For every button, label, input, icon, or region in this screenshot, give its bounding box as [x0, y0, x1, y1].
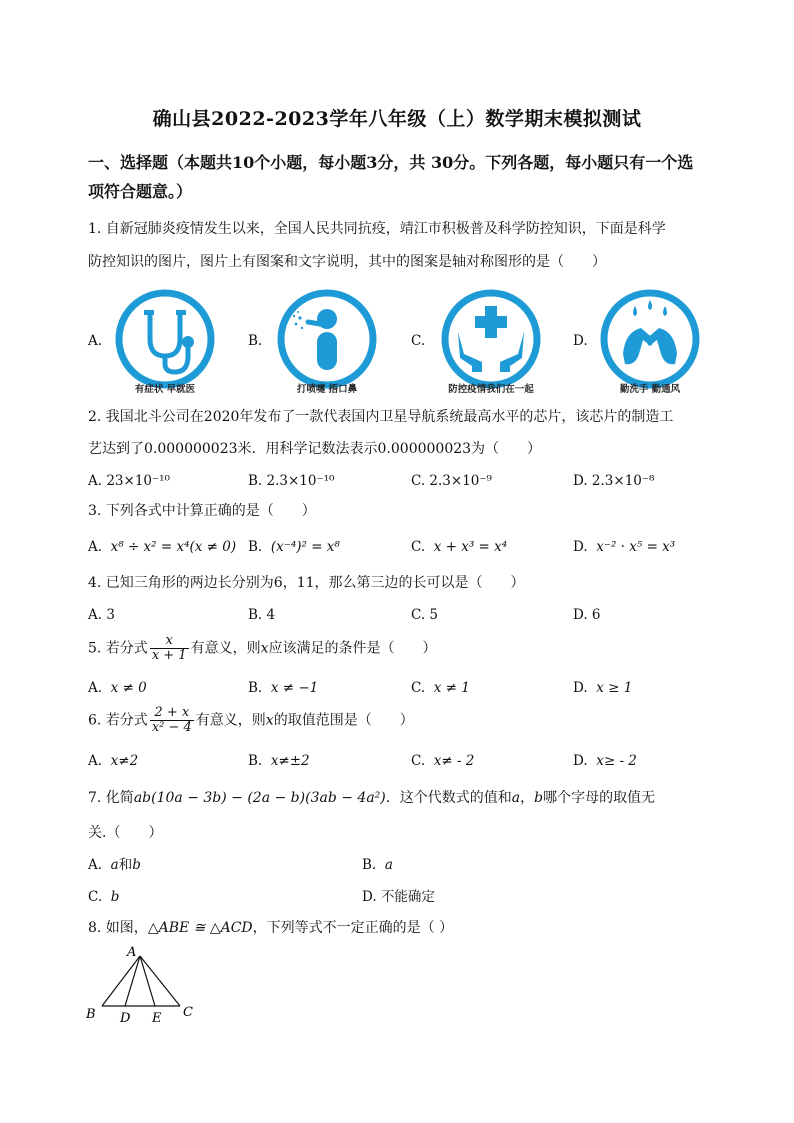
q6-option-d	[573, 751, 637, 771]
question-1-line2: 防控知识的图片，图片上有图案和文字说明，其中的图案是轴对称图形的是（ ）	[88, 254, 606, 270]
q2-option-b: B. 2.3×10⁻¹⁰	[248, 473, 335, 489]
q5-suffix2: 应该满足的条件是（ ）	[268, 640, 437, 657]
q1-option-c-label: C.	[411, 333, 426, 349]
q6-fraction	[150, 706, 194, 735]
q1-option-d-label: D.	[573, 333, 588, 349]
q5-option-b-label: B.	[248, 680, 263, 696]
q6-option-a	[88, 751, 138, 771]
q6-option-c	[411, 751, 474, 771]
question-5-stem	[88, 634, 436, 663]
q7-option-c	[88, 887, 119, 907]
q5-option-c-expr: x ≠ 1	[433, 680, 470, 696]
q3-option-d-label: D.	[573, 539, 588, 555]
q6-fraction-numerator: 2 + x	[150, 706, 194, 721]
q7-comma: ，	[520, 790, 535, 806]
q7-option-c-var: b	[110, 889, 120, 905]
q7-option-a	[88, 855, 141, 875]
q3-option-a-label: A.	[88, 539, 103, 555]
q3-option-c-label: C.	[411, 539, 426, 555]
q6-option-c-label: C.	[411, 753, 426, 769]
q6-option-a-label: A.	[88, 753, 103, 769]
q5-fraction-denominator: x + 1	[151, 648, 187, 663]
point-label-d: D	[120, 1011, 131, 1026]
q5-fraction	[150, 634, 189, 663]
q6-option-b-label: B.	[248, 753, 263, 769]
q5-option-d	[573, 678, 632, 698]
q3-option-c	[411, 537, 507, 557]
q3-option-d-expr: x⁻² · x⁵ = x³	[596, 539, 676, 555]
q4-option-d: D. 6	[573, 607, 601, 623]
q8-expression: △ABE ≅ △ACD	[147, 920, 253, 936]
q3-option-b	[248, 537, 340, 557]
q7-option-a-var-a: a	[110, 857, 119, 873]
q4-option-b: B. 4	[248, 607, 276, 623]
point-label-c: C	[183, 1005, 193, 1020]
q6-option-b	[248, 751, 310, 771]
q7-expression: ab(10a − 3b) − (2a − b)(3ab − 4a²)	[133, 790, 386, 806]
question-1-line1: 1. 自新冠肺炎疫情发生以来，全国人民共同抗疫，靖江市积极普及科学防控知识，下面是科学	[88, 221, 666, 237]
q6-suffix: 有意义，则	[195, 712, 266, 729]
point-label-a: A	[127, 945, 137, 960]
q5-option-a-label: A.	[88, 680, 103, 696]
q5-prefix: 5. 若分式	[88, 640, 148, 657]
q7-option-b-label: B.	[362, 857, 377, 873]
q7-suffix2: 哪个字母的取值无	[543, 790, 656, 806]
q1-option-c-caption: 防控疫情我们在一起	[448, 384, 534, 395]
q7-suffix: ．这个代数式的值和	[385, 790, 512, 806]
q1-option-d-caption: 勤洗手 勤通风	[619, 384, 681, 395]
q6-option-c-expr: x≠ - 2	[433, 753, 475, 769]
q3-option-b-expr: (x⁻⁴)² = x⁸	[270, 539, 340, 555]
q2-option-d: D. 2.3×10⁻⁸	[573, 473, 655, 489]
q7-option-b-var: a	[384, 857, 393, 873]
q5-option-d-expr: x ≥ 1	[596, 680, 633, 696]
question-2-line1: 2. 我国北斗公司在2020年发布了一款代表国内卫星导航系统最高水平的芯片，该芯片的制造工	[88, 409, 674, 425]
page-title: 确山县2022-2023学年八年级（上）数学期末模拟测试	[152, 108, 642, 130]
triangle-figure	[82, 942, 202, 1027]
q3-option-d	[573, 537, 675, 557]
question-8-stem	[88, 918, 453, 938]
q6-fraction-denominator: x² − 4	[151, 720, 192, 735]
q7-var-b: b	[534, 790, 544, 806]
question-7-line1	[88, 788, 655, 808]
q1-option-b-label: B.	[248, 333, 263, 349]
q5-option-b-expr: x ≠ −1	[270, 680, 319, 696]
q7-option-d: D. 不能确定	[362, 889, 435, 905]
q1-option-a-label: A.	[88, 333, 103, 349]
question-3-stem: 3. 下列各式中计算正确的是（ ）	[88, 503, 316, 519]
sneeze-icon	[272, 284, 382, 394]
q5-option-c	[411, 678, 470, 698]
stethoscope-icon	[110, 284, 220, 394]
point-label-b: B	[86, 1007, 96, 1022]
handwash-icon	[595, 284, 705, 394]
section-heading-1	[88, 148, 718, 206]
q6-prefix: 6. 若分式	[88, 712, 148, 729]
q5-option-a	[88, 678, 147, 698]
q6-option-b-expr: x≠±2	[270, 753, 310, 769]
question-4-stem: 4. 已知三角形的两边长分别为6，11，那么第三边的长可以是（ ）	[88, 575, 525, 591]
q6-option-d-label: D.	[573, 753, 588, 769]
q3-option-c-expr: x + x³ = x⁴	[433, 539, 508, 555]
q5-option-b	[248, 678, 318, 698]
q7-option-a-and: 和	[118, 857, 133, 873]
q7-option-a-label: A.	[88, 857, 103, 873]
q7-option-a-var-b: b	[132, 857, 141, 873]
q7-option-b	[362, 855, 393, 875]
q2-option-c: C. 2.3×10⁻⁹	[411, 473, 492, 489]
q3-option-a	[88, 537, 236, 557]
q6-option-a-expr: x≠2	[110, 753, 139, 769]
q2-option-a: A. 23×10⁻¹⁰	[88, 473, 170, 489]
q4-option-a: A. 3	[88, 607, 115, 623]
q7-option-c-label: C.	[88, 889, 103, 905]
section-heading-line2: 项符合题意。）	[88, 182, 193, 201]
q5-var: x	[260, 640, 269, 657]
point-label-e: E	[152, 1011, 162, 1026]
q5-fraction-numerator: x	[150, 634, 189, 649]
q6-suffix2: 的取值范围是（ ）	[273, 712, 414, 729]
question-6-stem	[88, 706, 414, 735]
q8-suffix: ，下列等式不一定正确的是（ ）	[252, 920, 454, 936]
q8-prefix: 8. 如图，	[88, 920, 148, 936]
q1-option-b-caption: 打喷嚏 捂口鼻	[296, 384, 358, 395]
question-2-line2: 艺达到了0.000000023米．用科学记数法表示0.000000023为（ ）	[88, 441, 542, 457]
q5-option-c-label: C.	[411, 680, 426, 696]
q6-option-d-expr: x≥ - 2	[596, 753, 637, 769]
q1-option-a-caption: 有症状 早就医	[134, 384, 196, 395]
q7-prefix: 7. 化简	[88, 790, 134, 806]
q7-var-a: a	[511, 790, 521, 806]
question-7-line2: 关.（ ）	[88, 825, 163, 841]
q3-option-b-label: B.	[248, 539, 263, 555]
q5-option-a-expr: x ≠ 0	[110, 680, 147, 696]
q3-option-a-expr: x⁸ ÷ x² = x⁴(x ≠ 0)	[110, 539, 237, 555]
hands-cross-icon	[436, 284, 546, 394]
q5-suffix: 有意义，则	[190, 640, 261, 657]
q4-option-c: C. 5	[411, 607, 439, 623]
q6-var: x	[265, 712, 274, 729]
q5-option-d-label: D.	[573, 680, 588, 696]
section-heading-line1: 一、选择题（本题共10个小题，每小题3分，共 30分。下列各题，每小题只有一个选	[88, 153, 694, 172]
